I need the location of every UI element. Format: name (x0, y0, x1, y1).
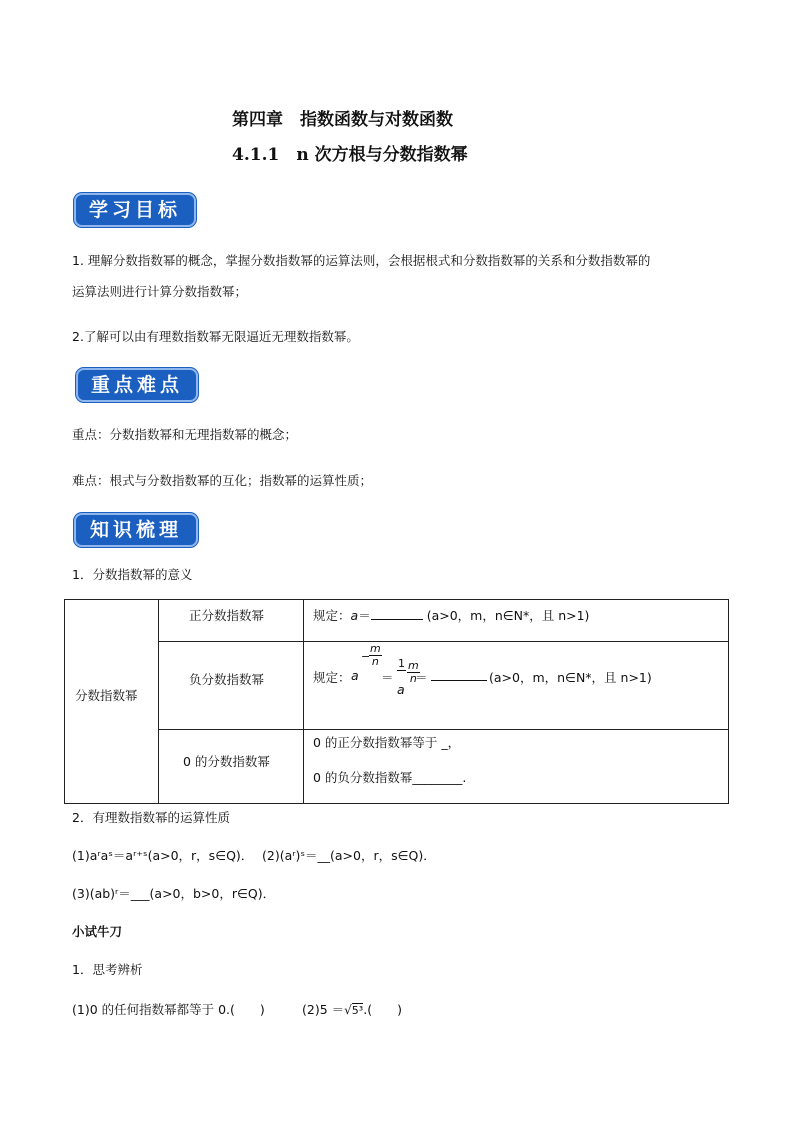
knowledge-badge: 知识梳理 (74, 513, 198, 547)
fraction-exponent-table (64, 599, 729, 804)
answer-blank[interactable] (431, 668, 487, 681)
property-1: (1)aʳaˢ＝aʳ⁺ˢ(a>0，r，s∈Q)． (72, 848, 254, 863)
rule-eq-1: ＝ (381, 670, 394, 685)
row-zero-line2: 0 的负分数指数幂________. (313, 770, 467, 785)
reciprocal-exp-numerator: m (408, 659, 419, 672)
rule-prefix: 规定： (313, 608, 351, 623)
sqrt-icon: √ (344, 1003, 352, 1017)
q2-prefix: (2)5 ＝ (302, 1002, 345, 1017)
objective-1-line1: 1. 理解分数指数幂的概念，掌握分数指数幂的运算法则，会根据根式和分数指数幂的关系和分数指数幂的 (72, 253, 651, 268)
chapter-title: 第四章 指数函数与对数函数 (232, 110, 453, 130)
practice-question-1: (1)0 的任何指数幂都等于 0.( ) (72, 1002, 265, 1017)
rule-eq: ＝ (358, 608, 371, 623)
reciprocal-fraction (397, 658, 406, 672)
knowledge-heading-1: 1．分数指数幂的意义 (72, 567, 193, 582)
table-divider-v1 (158, 600, 159, 803)
row-positive-rule (313, 606, 589, 624)
table-divider-h2 (158, 729, 728, 730)
exponent-sign: − (361, 650, 371, 663)
reciprocal-numerator: 1 (398, 657, 405, 670)
q2-radicand: 5³ (351, 1004, 364, 1017)
rule-var: a (351, 668, 359, 683)
table-divider-h1 (158, 641, 728, 642)
property-3: (3)(ab)ʳ＝___(a>0，b>0，r∈Q)． (72, 886, 276, 901)
exponent-numerator: m (370, 642, 381, 655)
reciprocal-base: a (397, 682, 405, 697)
answer-blank[interactable] (371, 607, 423, 620)
knowledge-heading-2: 2．有理数指数幂的运算性质 (72, 810, 230, 825)
rule-prefix: 规定： (313, 670, 351, 685)
rule-condition: (a>0，m，n∈N*，且 n>1) (489, 670, 652, 685)
rule-condition: (a>0，m，n∈N*，且 n>1) (426, 608, 590, 623)
keypoint-difficulty: 难点：根式与分数指数幂的互化；指数幂的运算性质； (72, 473, 373, 488)
table-divider-v2 (303, 600, 304, 803)
practice-title: 小试牛刀 (72, 924, 123, 939)
reciprocal-exp-denominator: n (409, 672, 417, 685)
row-zero-line1: 0 的正分数指数幂等于 _， (313, 735, 461, 750)
row-zero-label: 0 的分数指数幂 (183, 754, 270, 769)
exponent-fraction (369, 643, 382, 668)
keypoint-focus: 重点：分数指数幂和无理指数幂的概念； (72, 427, 298, 442)
objective-2: 2.了解可以由有理数指数幂无限逼近无理数指数幂。 (72, 329, 359, 344)
section-title: 4.1.1 n 次方根与分数指数幂 (232, 145, 468, 165)
rule-eq-2: ＝ (415, 670, 428, 685)
q2-suffix: .( ) (363, 1002, 402, 1017)
property-2: (2)(aʳ)ˢ＝__(a>0，r，s∈Q)． (262, 848, 436, 863)
table-row-header: 分数指数幂 (75, 688, 138, 703)
exponent-denominator: n (371, 655, 379, 668)
rule-var: a (350, 608, 359, 623)
practice-item-1: 1．思考辨析 (72, 962, 143, 977)
practice-question-2 (302, 1000, 402, 1018)
row-positive-label: 正分数指数幂 (189, 608, 265, 623)
keypoints-badge: 重点难点 (76, 368, 198, 402)
row-negative-label: 负分数指数幂 (189, 672, 265, 687)
objectives-badge: 学习目标 (74, 193, 196, 227)
objective-1-line2: 运算法则进行计算分数指数幂； (72, 284, 248, 299)
